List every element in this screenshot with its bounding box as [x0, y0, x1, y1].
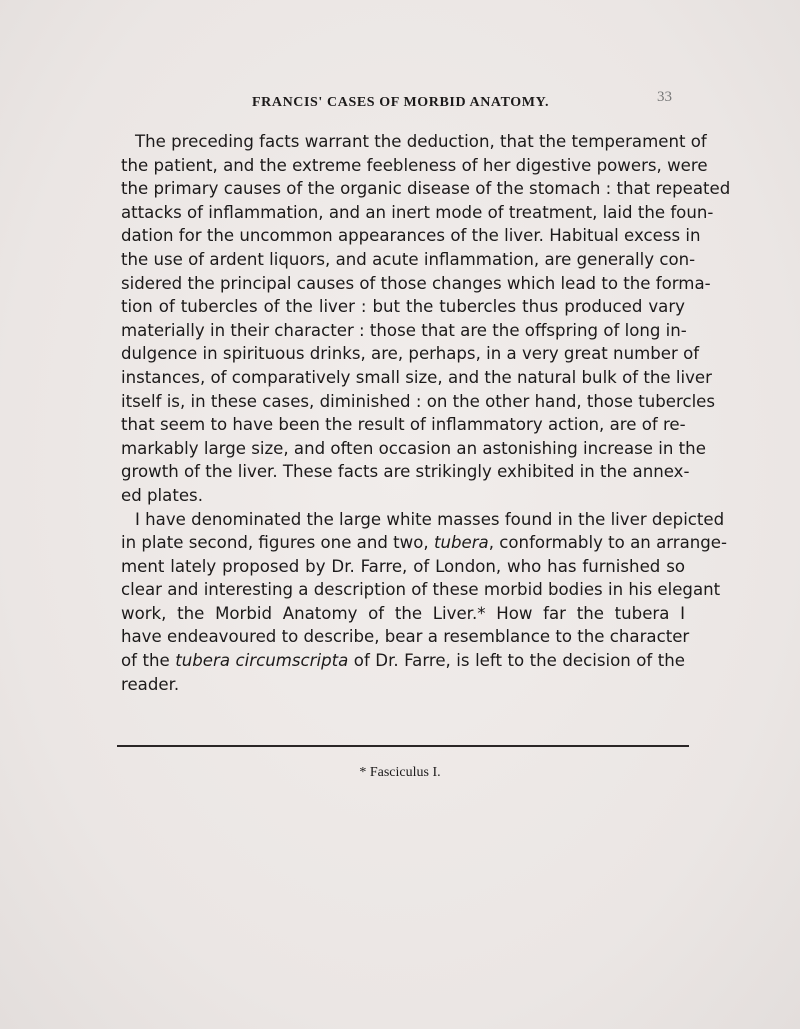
text-line: itself is, in these cases, diminished : on the other hand, those tubercles: [121, 391, 716, 411]
text-line: dulgence in spirituous drinks, are, perhaps, in a very great number of: [121, 344, 700, 364]
text-line: reader.: [121, 674, 180, 694]
text-line: work, the Morbid Anatomy of the Liver.* How far the tubera I: [121, 603, 685, 623]
body-text: [121, 130, 731, 696]
text-line: sidered the principal causes of those changes which lead to the forma-: [121, 273, 711, 293]
text-segment: of the: [121, 651, 170, 671]
text-line: the use of ardent liquors, and acute inflammation, are generally con-: [121, 249, 696, 269]
text-segment: of Dr. Farre, is left to the decision of the: [353, 651, 685, 671]
text-segment: , conformably to an arrange-: [488, 533, 728, 553]
footnote: * Fasciculus I.: [359, 765, 441, 780]
text-line: [121, 531, 728, 555]
text-line: clear and interesting a description of these morbid bodies in his elegant: [121, 580, 721, 600]
running-title: FRANCIS' CASES OF MORBID ANATOMY.: [252, 95, 550, 110]
text-line: the patient, and the extreme feebleness of her digestive powers, were: [121, 155, 708, 175]
page-header: [252, 89, 672, 117]
text-line: tion of tubercles of the liver : but the tubercles thus produced vary: [121, 297, 685, 317]
text-segment: in plate second, figures one and two,: [121, 533, 429, 553]
text-line: instances, of comparatively small size, and the natural bulk of the liver: [121, 367, 712, 387]
italic-term-tubera-circumscripta: tubera circumscripta: [175, 651, 349, 671]
text-line: that seem to have been the result of inflammatory action, are of re-: [121, 415, 686, 435]
text-line: materially in their character : those that are the offspring of long in-: [121, 320, 687, 340]
text-line: ment lately proposed by Dr. Farre, of London, who has furnished so: [121, 556, 685, 576]
footnote-rule: [117, 745, 689, 747]
text-line: dation for the uncommon appearances of the liver. Habitual excess in: [121, 226, 701, 246]
text-line: The preceding facts warrant the deduction, that the temperament of: [135, 132, 707, 151]
text-line: attacks of inflammation, and an inert mode of treatment, laid the foun-: [121, 202, 714, 222]
text-line: the primary causes of the organic disease of the stomach : that repeated: [121, 179, 731, 199]
text-line: growth of the liver. These facts are strikingly exhibited in the annex-: [121, 462, 690, 482]
text-line: [121, 649, 685, 673]
paragraph: [121, 130, 731, 508]
text-line: have endeavoured to describe, bear a resemblance to the character: [121, 627, 690, 647]
page-number: 33: [657, 89, 672, 105]
text-line: ed plates.: [121, 485, 203, 505]
italic-term-tubera: tubera: [433, 533, 489, 553]
text-line: I have denominated the large white masses found in the liver depicted: [135, 509, 725, 529]
text-line: markably large size, and often occasion an astonishing increase in the: [121, 438, 706, 458]
paragraph: [121, 508, 728, 697]
